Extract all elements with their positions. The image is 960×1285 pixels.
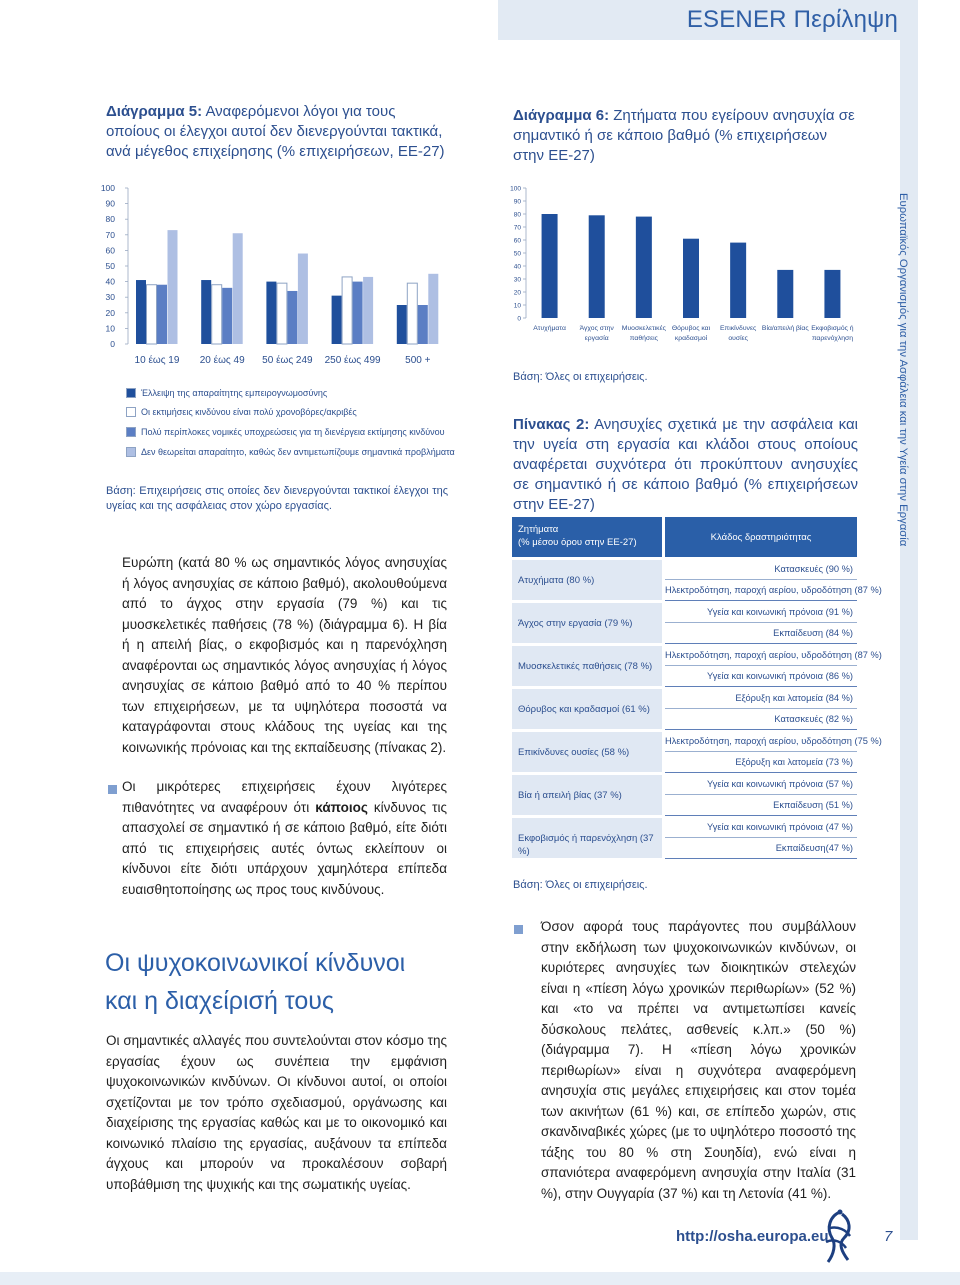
table2-sector-cell: Εκπαίδευση(47 %) — [775, 843, 853, 853]
chart5-bar — [298, 254, 308, 344]
chart5-bar — [407, 283, 417, 344]
table2-row-divider — [665, 858, 857, 859]
chart6-svg — [506, 180, 862, 348]
chart5-ytick-label: 50 — [105, 261, 115, 271]
chart6-bar — [542, 214, 558, 318]
chart6-xtick-label: παρενόχληση — [811, 335, 853, 342]
table2-topic-cell: Βία ή απειλή βίας (37 %) — [512, 775, 662, 815]
table2-sector-cell: Υγεία και κοινωνική πρόνοια (47 %) — [706, 822, 853, 832]
chart5-ytick-label: 20 — [105, 307, 115, 318]
chart6-xtick-label: Εκφοβισμός ή — [811, 325, 854, 332]
chart5-bar — [212, 285, 222, 344]
chart5-title-text: Αναφερόμενοι λόγοι για τους οποίους οι έλεγχοι αυτοί δεν διενεργούνται τακτικά, ανά μέγεθος επιχείρησης (% επιχειρήσεων, ΕΕ-27) — [106, 103, 445, 160]
chart6-xtick-label: παθήσεις — [629, 335, 658, 342]
table2 — [512, 517, 882, 862]
header-title: ESENER Περίληψη — [686, 6, 898, 33]
table2-sector-cell: Υγεία και κοινωνική πρόνοια (91 %) — [706, 607, 853, 617]
section-heading-line1: Οι ψυχοκοινωνικοί κίνδυνοι — [105, 949, 406, 977]
table2-topic-cell: Ατυχήματα (80 %) — [512, 560, 662, 600]
chart6-title-text: Ζητήματα που εγείρουν ανησυχία σε σημαντικό ή σε κάποιο βαθμό (% επιχειρήσεων στην ΕΕ-27) — [513, 107, 855, 164]
left-para-2-a: Οι μικρότερες επιχειρήσεις έχουν λιγότερες πιθανότητες να αναφέρουν ότι — [122, 779, 447, 815]
legend-text-2: Οι εκτιμήσεις κινδύνου είναι πολύ χρονοβόρες/ακριβές — [141, 407, 357, 417]
chart5-bar — [157, 285, 167, 344]
chart5-xtick-label: 500 + — [405, 355, 431, 366]
chart6-xtick-label: Ατυχήματα — [533, 325, 566, 332]
chart6-xtick-label: ουσίες — [728, 335, 748, 342]
section-heading-line2: και η διαχείρισή τους — [105, 987, 334, 1015]
chart6-xtick-label: Επικίνδυνες — [720, 325, 757, 332]
table2-topic-cell: Επικίνδυνες ουσίες (58 %) — [512, 732, 662, 772]
chart6-ytick-label: 0 — [517, 315, 521, 323]
table2-sector-cell: Ηλεκτροδότηση, παροχή αερίου, υδροδότηση (87 %) — [665, 650, 882, 660]
chart5-bar — [147, 285, 157, 344]
chart5-bar — [363, 277, 373, 344]
chart5-ytick-label: 100 — [100, 183, 115, 193]
table2-sector-divider — [665, 751, 857, 752]
table2-topic-cell: Μυοσκελετικές παθήσεις (78 %) — [512, 646, 662, 686]
chart6-xtick-label: κραδασμοί — [674, 335, 708, 342]
chart6-ytick-label: 40 — [513, 263, 521, 271]
chart6-ytick-label: 50 — [513, 250, 521, 258]
table2-sector-divider — [665, 665, 857, 666]
chart6-xtick-label: εργασία — [584, 335, 609, 342]
chart6-ytick-label: 100 — [510, 185, 521, 193]
table2-sector-divider — [665, 837, 857, 838]
chart5-bar — [201, 280, 211, 344]
chart5-ytick-label: 60 — [105, 245, 115, 256]
chart5-title — [106, 102, 448, 162]
chart5-bar — [332, 296, 342, 344]
chart6-xtick-label: Μυοσκελετικές — [621, 325, 666, 332]
table2-header-topic — [512, 517, 662, 557]
chart5-bar — [418, 305, 428, 344]
chart5-bar — [397, 305, 407, 344]
table2-header-sector: Κλάδος δραστηριότητας — [665, 517, 857, 557]
chart6-ytick-label: 10 — [513, 302, 521, 310]
chart6-ytick-label: 90 — [513, 198, 521, 206]
table2-header-topic-line2: (% μέσου όρου στην ΕΕ-27) — [518, 537, 637, 548]
table2-sector-cell: Ηλεκτροδότηση, παροχή αερίου, υδροδότηση (75 %) — [665, 736, 882, 746]
chart5-bar — [222, 288, 232, 344]
table2-row-divider — [665, 815, 857, 816]
table2-title-text: Ανησυχίες σχετικά με την ασφάλεια και την υγεία στη εργασία και κλάδοι στους οποίους αναφέρεται συχνότερα ότι προκύπτουν ανησυχίες σε σημαντικό ή σε κάποιο βαθμό (% επιχειρήσεων στην ΕΕ-27) — [513, 416, 858, 513]
table2-sector-cell: Κατασκευές (82 %) — [774, 714, 853, 724]
table2-row-divider — [665, 686, 857, 687]
chart6-bar — [636, 217, 652, 318]
chart5-bar — [136, 280, 146, 344]
chart5-bar — [353, 282, 363, 344]
chart5-ytick-label: 90 — [105, 198, 115, 209]
bullet-square-right — [514, 925, 523, 934]
legend-text-4: Δεν θεωρείται απαραίτητο, καθώς δεν αντιμετωπίζουμε σημαντικά προβλήματα — [141, 447, 455, 457]
table2-sector-cell: Ηλεκτροδότηση, παροχή αερίου, υδροδότηση (87 %) — [665, 585, 882, 595]
chart5-ytick-label: 10 — [105, 323, 115, 334]
chart5-bar — [428, 274, 438, 344]
table2-row-divider — [665, 729, 857, 730]
chart5-bar — [342, 277, 352, 344]
left-para-2 — [122, 777, 447, 900]
chart6-ytick-label: 70 — [513, 224, 521, 232]
chart6-ytick-label: 80 — [513, 211, 521, 219]
chart6-xtick-label: Βία/απειλή βίας — [761, 325, 809, 332]
table2-sector-divider — [665, 794, 857, 795]
chart5-bar — [266, 282, 276, 344]
table2-row-divider — [665, 643, 857, 644]
table2-topic-cell: Θόρυβος και κραδασμοί (61 %) — [512, 689, 662, 729]
chart5-ytick-label: 40 — [105, 276, 115, 287]
chart5-ytick-label: 70 — [105, 229, 115, 240]
chart5-note: Βάση: Επιχειρήσεις στις οποίες δεν διενεργούνται τακτικοί έλεγχοι της υγείας και της ασφάλειας στον χώρο εργασίας. — [106, 485, 448, 512]
table2-row-divider — [665, 772, 857, 773]
left-para-2-c: κίνδυνος τις απασχολεί σε σημαντικό ή σε κάποιο βαθμό, είτε διότι από τις επιχειρήσεις αυτές όντως εκλείπουν οι κίνδυνοι είτε διότι υπάρχουν χαμηλότερα επίπεδα ευαισθητοποίησης ως προς τους κινδύνους. — [122, 799, 447, 897]
table2-header-topic-line1: Ζητήματα — [518, 524, 559, 535]
chart6-bar — [777, 270, 793, 318]
chart5-bar — [287, 291, 297, 344]
table2-note: Βάση: Όλες οι επιχειρήσεις. — [513, 879, 648, 891]
legend-swatch-2 — [126, 407, 136, 417]
chart5-xtick-label: 10 έως 19 — [134, 355, 180, 366]
chart5-xtick-label: 250 έως 499 — [324, 355, 381, 366]
section-heading — [105, 944, 455, 1020]
table2-sector-cell: Υγεία και κοινωνική πρόνοια (86 %) — [706, 671, 853, 681]
chart5-title-bold: Διάγραμμα 5: — [106, 103, 203, 120]
chart6-bar — [683, 239, 699, 318]
table2-sector-cell: Υγεία και κοινωνική πρόνοια (57 %) — [706, 779, 853, 789]
chart5-ytick-label: 0 — [110, 339, 115, 349]
left-para-1: Ευρώπη (κατά 80 % ως σημαντικός λόγος ανησυχίας ή λόγος ανησυχίας σε κάποιο βαθμό), ακολουθούμενα από το άγχος στην εργασία (79 %) και τις μυοσκελετικές παθήσεις (78 %) (διάγραμμα 6). Η βία ή η απειλή βίας, ο εκφοβισμός και η παρενόχληση αναφέρονται ως σημαντικός λόγος ανησυχίας ή λόγος ανησυχίας σε κάποιο βαθμό από το 40 % περίπου των επιχειρήσεων, με τα υψηλότερα ποσοστά να καταγράφονται στους κλάδους της υγείας και της κοινωνικής πρόνοιας και της εκπαίδευσης (πίνακας 2). — [122, 555, 447, 755]
chart6-title-bold: Διάγραμμα 6: — [513, 107, 610, 124]
table2-title — [513, 415, 858, 515]
table2-title-bold: Πίνακας 2: — [513, 416, 590, 433]
chart6-xtick-label: Άγχος στην — [579, 325, 614, 332]
chart6-bar — [589, 215, 605, 318]
side-text-label: Ευρωπαϊκός Οργανισμός για την Ασφάλεια και την Υγεία στην Εργασία — [897, 193, 909, 547]
osha-logo-icon — [816, 1208, 862, 1266]
legend-text-1: Έλλειψη της απαραίτητης εμπειρογνωμοσύνης — [141, 388, 328, 398]
chart5-bar — [233, 233, 243, 344]
left-para-3: Οι σημαντικές αλλαγές που συντελούνται στον κόσμο της εργασίας έχουν ως συνέπεια την εμφάνιση ψυχοκοινωνικών κινδύνων. Οι κίνδυνοι αυτοί, οι οποίοι σχετίζονται με τον τρόπο σχεδιασμού, οργάνωσης και διαχείρισης της εργασίας καθώς και με το οικονομικό και κοινωνικό πλαίσιο της εργασίας, αυξάνουν τα επίπεδα άγχους και μπορούν να προκαλέσουν σοβαρή υποβάθμιση της ψυχικής και της σωματικής υγείας. — [106, 1033, 447, 1192]
chart5-ytick-label: 30 — [105, 292, 115, 303]
table2-sector-cell: Εξόρυξη και λατομεία (73 %) — [735, 757, 853, 767]
chart6-bar — [730, 243, 746, 318]
chart5-ytick-label: 80 — [105, 214, 115, 225]
table2-row-divider — [665, 600, 857, 601]
table2-sector-cell: Εκπαίδευση (51 %) — [773, 800, 853, 810]
table2-sector-divider — [665, 708, 857, 709]
footer-page-number: 7 — [884, 1228, 893, 1245]
footer-band — [0, 1272, 960, 1285]
chart6-bar — [824, 270, 840, 318]
legend-swatch-4 — [126, 447, 136, 457]
chart5-xtick-label: 50 έως 249 — [262, 355, 313, 366]
table2-sector-divider — [665, 579, 857, 580]
legend-text-3: Πολύ περίπλοκες νομικές υποχρεώσεις για τη διενέργεια εκτίμησης κινδύνου — [141, 427, 445, 437]
table2-sector-cell: Εξόρυξη και λατομεία (84 %) — [735, 693, 853, 703]
table2-topic-cell: Εκφοβισμός ή παρενόχληση (37 %) — [512, 818, 662, 858]
left-para-2-bold: κάποιος — [315, 799, 368, 815]
table2-sector-cell: Κατασκευές (90 %) — [774, 564, 853, 574]
chart6-ytick-label: 30 — [513, 276, 521, 284]
chart5-bar — [277, 283, 287, 344]
chart5-bar — [168, 230, 178, 344]
chart6-xtick-label: Θόρυβος και — [671, 325, 711, 332]
chart5-svg — [96, 180, 458, 372]
legend-swatch-1 — [126, 388, 136, 398]
bullet-square-left — [108, 785, 117, 794]
table2-topic-cell: Άγχος στην εργασία (79 %) — [512, 603, 662, 643]
chart6-ytick-label: 20 — [513, 289, 521, 297]
table2-sector-cell: Εκπαίδευση (84 %) — [773, 628, 853, 638]
chart6-ytick-label: 60 — [513, 237, 521, 245]
chart5-xtick-label: 20 έως 49 — [199, 355, 245, 366]
chart6-note: Βάση: Όλες οι επιχειρήσεις. — [513, 371, 648, 383]
table2-sector-divider — [665, 622, 857, 623]
chart6-title — [513, 106, 858, 166]
right-para: Όσον αφορά τους παράγοντες που συμβάλλουν στην εκδήλωση των ψυχοκοινωνικών κινδύνων, οι κυριότερες ανησυχίες των διοικητικών στελεχών είναι η «πίεση λόγω χρονικών περιθωρίων» (52 %) και «το να πρέπει να αντιμετωπίσει κανείς δύσκολους πελάτες, ασθενείς κ.λπ.» (50 %) (διάγραμμα 7). Η «πίεση λόγω χρονικών περιθωρίων» είναι η συχνότερα αναφερόμενη ανησυχία στις μεγάλες επιχειρήσεις και στον τομέα των ακινήτων (61 %) και, σε επίπεδο χωρών, στις σκανδιναβικές χώρες (με το υψηλότερο ποσοστό της τάξης του 80 % στη Σουηδία), ενώ είναι η σπανιότερα αναφερόμενη ανησυχία στην Ιταλία (31 %), στην Ουγγαρία (37 %) και τη Λετονία (41 %). — [541, 919, 856, 1201]
footer-url[interactable]: http://osha.europa.eu — [676, 1228, 829, 1245]
legend-swatch-3 — [126, 427, 136, 437]
